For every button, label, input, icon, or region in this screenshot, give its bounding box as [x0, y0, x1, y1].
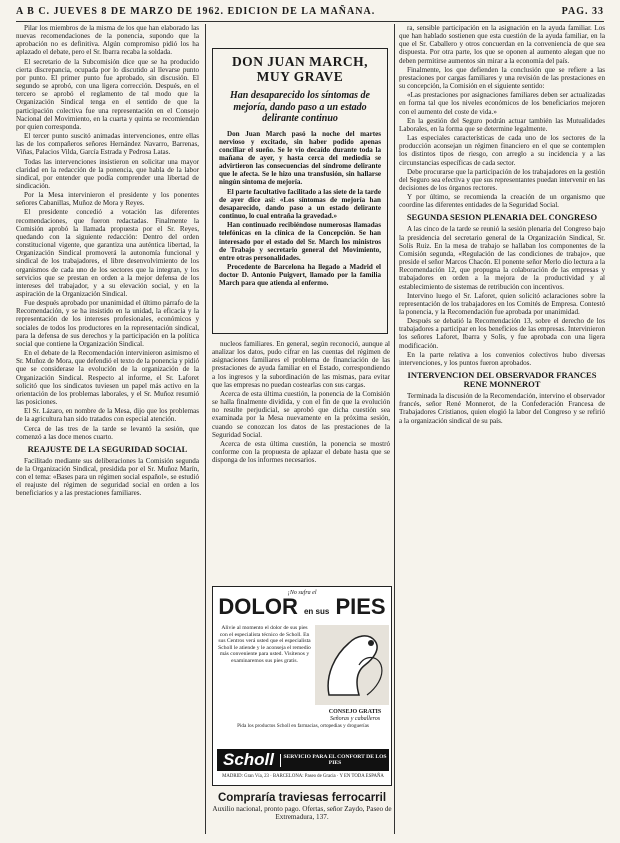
column-3 — [399, 24, 605, 834]
running-header — [16, 6, 604, 22]
paragraph: En la gestión del Seguro podrán actuar también las Mutualidades Laborales, en la forma que se determine legalmente. — [399, 116, 605, 133]
march-headline: DON JUAN MARCH, MUY GRAVE — [231, 54, 369, 84]
ad-small-text: Pida los productos Scholl en farmacias, ortopedias y droguerías — [237, 723, 369, 729]
paragraph: Cerca de las tres de la tarde se levantó la sesión, que comenzó a las doce menos cuarto. — [16, 424, 199, 441]
paragraph: Procedente de Barcelona ha llegado a Madrid el doctor D. Antonio Puigvert, llamado por la familia March para que atienda al enfermo. — [219, 263, 381, 288]
section-subhead: REAJUSTE DE LA SEGURIDAD SOCIAL — [27, 443, 188, 454]
ad-address: MADRID: Gran Vía, 23 · BARCELONA: Paseo de Gracia · Y EN TODA ESPAÑA — [222, 774, 384, 779]
paragraph: Acerca de esta última cuestión, la ponencia se mostró conforme con la propuesta de aplazar el debate hasta que se disponga de los informes necesarios. — [212, 439, 390, 465]
foot-illustration-icon — [315, 625, 389, 705]
paragraph: En la parte relativa a los convenios colectivos hubo diversas intervenciones, y los puntos fueron aprobados. — [399, 350, 605, 367]
paragraph: Pilar los miembros de la misma de los que han elaborado las nuevas recomendaciones de la ponencia, supondo que la aprobación no es definitiva. Algún compromiso pidió los ha aplazado el debate, pero el Sr. Ibarra recaba la soldada. — [16, 24, 199, 57]
running-header-left: A B C. JUEVES 8 DE MARZO DE 1962. EDICION DE LA MAÑANA. — [16, 6, 376, 17]
classified-headline: Compraría traviesas ferrocarril — [217, 792, 387, 804]
paragraph: ra, sensible participación en la asignación en la ayuda familiar. Los que han hablado sostienen que esta cuestión de la ayuda familiar, en la que el Sr. Caballero y otros concuerdan en la conveniencia de que sea dispuesta. Por otra parte, los que se oponen al aumento alegan que no deben permitirse aumentos sin mirar a la economía del país. — [399, 24, 605, 65]
paragraph: Las especiales características de cada uno de los sectores de la producción aconsejan un régimen financiero en el que se contemplen los distintos tipos de riesgo, con arreglo a su incidencia y a las circunstancias específicas de cada sector. — [399, 134, 605, 167]
classified-body: Auxilio nacional, pronto pago. Ofertas, señor Zaydo, Paseo de Extremadura, 137. — [212, 805, 392, 822]
paragraph: El Sr. Lázaro, en nombre de la Mesa, dijo que los problemas de la agricultura han sido tratados con especial atención. — [16, 407, 199, 424]
column-1 — [16, 24, 199, 834]
paragraph: Terminada la discusión de la Recomendación, intervino el observador francés, señor René Monnerot, de la Confederación Francesa de Trabajadores Cristianos, quien elogió la labor del Congreso y se refirió a la organización sindical de su país. — [399, 392, 605, 425]
scholl-logo-band — [217, 749, 389, 771]
ad-body-text: Alivie al momento el dolor de sus pies con el especialista técnico de Scholl. En sus Centros verá usted que el especialista Scholl le atiende y le aconseja el remedio más conveniente para usted. Visítenos y examinaremos sus pies gratis. — [218, 625, 311, 664]
paragraph: El presidente concedió a votación las diferentes recomendaciones, que fueron redactadas. Finalmente la Comisión aprobó la llamada propuesta por el Sr. Reyes, quedando con la siguiente redacción: Dentro del orden constitucional vigente, que garantiza una auténtica libertad, la Organización Sindical promoverá la autonomía funcional y sindical de los trabajadores, el libre desenvolvimiento de los organismos de cada uno de los sectores que la integran, y los servicios que se prestan en orden a la mejor defensa de los intereses del trabajador, y a su elevación social, y en la aspiración de la Organización Sindical. — [16, 208, 199, 298]
paragraph: Intervino luego el Sr. Laforet, quien solicitó aclaraciones sobre la representación de los trabajadores en los Comités de Empresa. Contestó la ponencia, y la Recomendación fue aprobada por unanimidad. — [399, 291, 605, 316]
march-body — [219, 130, 381, 288]
march-news-box — [212, 48, 388, 334]
ad-headline — [213, 596, 391, 623]
paragraph: Fue después aprobado por unanimidad el último párrafo de la Recomendación, y se ha insistido en la unidad, la eficacia y la representación de los intereses profesionales, económicos y sociales de todos los productores en la representación sindical, para la defensa de sus derechos y la participación en la política social que contiene la Organización Sindical. — [16, 299, 199, 348]
paragraph: Todas las intervenciones insistieron en solicitar una mayor claridad en la redacción de la ponencia, que habla de la labor sindical, por entender que podía comprender una libertad de sindicación. — [16, 157, 199, 190]
scholl-brand: Scholl — [223, 750, 275, 769]
paragraph: Finalmente, los que defienden la conclusión que se refiere a las prestaciones por cargas familiares y una revisión de las prestaciones en su concepción, la Comisión en el siguiente sentido: — [399, 65, 605, 91]
paragraph: El secretario de la Subcomisión dice que se ha producido cierta discrepancia, ocupada por lo discutido al llevarse punto por punto. El primer punto fue aprobado, sin discusión. El segundo se aprobó, con una ligera corrección. Después, en el tercero se aprobó el reglamento de tal modo que la Organización Sindical tenga en el sentido de que la participación colectiva fue una representación en el Consejo Nacional del Movimiento, en la cuarta y quinta se recomiendan por quien corresponda. — [16, 57, 199, 131]
paragraph: Han continuado recibiéndose numerosas llamadas telefónicas en la clínica de la Concepción. Se han interesado por el estado del Sr. March los ministros de Trabajo y secretario general del Movimiento, entre otras personalidades. — [219, 221, 381, 262]
paragraph: «Las prestaciones por asignaciones familiares deben ser actualizadas en forma tal que los niveles económicos de los beneficiarios mejoren con el aumento del coste de vida.» — [399, 91, 605, 116]
column-2 — [212, 340, 390, 570]
ad-headline-word: DOLOR — [218, 594, 298, 619]
paragraph: Acerca de esta última cuestión, la ponencia de la Comisión se halla finalmente dividida, y con el fin de que la evolución no resulte perjudicial, se aprobó que dicha cuestión sea examinada por la Mesa nuevamente en la próxima sesión, cuando se conozcan los datos de las prestaciones de la Seguridad Social. — [212, 389, 390, 439]
scholl-advertisement — [212, 586, 392, 786]
classified-ad — [212, 792, 392, 822]
column-divider — [394, 24, 395, 834]
paragraph: En el debate de la Recomendación intervinieron asimismo el Sr. Muñoz de Mora, que defendió el texto de la ponencia y pidió que se considerase la evolución de la organización de la Organización Sindical. Respecto al informe, el Sr. Laforet solicitó que los sindicatos tuviesen un papel más activo en la orientación de los problemas laborales, y el Sr. Muñoz resumió las posiciones. — [16, 349, 199, 407]
paragraph: Don Juan March pasó la noche del martes nervioso y excitado, sin haber podido apenas conciliar el sueño. Se le vio decaído durante toda la mañana de ayer, y hasta cerca del mediodía se advirtieron las consecuencias del síndrome delirante que le afecta. Se le hizo una transfusión, sin hallarse ningún síntoma de mejoría. — [219, 129, 381, 187]
column-divider — [205, 24, 206, 834]
paragraph: Después se debatió la Recomendación 13, sobre el derecho de los trabajadores a participar en los beneficios de las empresas. Intervinieron los señores Laforet, Ibarra y Solís, y fue aprobada con una ligera modificación. — [399, 317, 605, 350]
ad-tagline: ¡No sufra el — [287, 590, 317, 596]
ad-headline-connector: en sus — [303, 607, 330, 616]
paragraph: Debe procurarse que la participación de los trabajadores en la gestión del Seguro sea efectiva y que sus representantes puedan intervenir en las decisiones de los órganos rectores. — [399, 167, 605, 192]
paragraph: El parte facultativo facilitado a las siete de la tarde de ayer dice así: «Los síntomas de mejoría han desaparecido, dando paso a un estado delirante continuo, lo cual entraña la gravedad.» — [219, 187, 381, 221]
section-subhead: INTERVENCION DEL OBSERVADOR FRANCES RENE MONNEROT — [407, 370, 597, 390]
paragraph: Y por último, se recomienda la creación de un organismo que coordine las diferentes entidades de la Seguridad Social. — [399, 193, 605, 210]
paragraph: nucleos familiares. En general, según reconoció, aunque al analizar los datos, pudo cifrar en las cuentas del régimen de asignaciones familiares el problema de financiación de las prestaciones de ayuda familiar en el Estado, correspondiendo a los ingresos y la subordinación de las mismas, para evitar que las empresas no puedan costearlas con sus cargas. — [212, 340, 390, 389]
consejo-label: CONSEJO GRATIS — [328, 709, 382, 715]
consejo-sub: Señoras y caballeros — [329, 716, 381, 722]
ad-headline-word: PIES — [335, 594, 386, 619]
paragraph: El tercer punto suscitó animadas intervenciones, entre ellas las de los compañeros señores Hernández Navarro, Barrenas, Viñas, Palacios Vilda, García Estrada y Pedrosa Latas. — [16, 132, 199, 157]
march-subheadline: Han desaparecido los síntomas de mejoría, dando paso a un estado delirante continuo — [229, 90, 370, 124]
scholl-tagline: SERVICIO PARA EL CONFORT DE LOS PIES — [280, 754, 389, 767]
section-subhead: SEGUNDA SESION PLENARIA DEL CONGRESO — [406, 212, 598, 223]
paragraph: Facilitado mediante sus deliberaciones la Comisión segunda de la Organización Sindical, presidida por el Sr. Muñoz Marín, con el tema: «Bases para un régimen social español», se estudió el reajuste del régimen de seguridad social en orden a los beneficiarios y a las prestaciones familiares. — [16, 456, 199, 498]
ad-consejo — [325, 709, 385, 723]
page-number: PAG. 33 — [561, 6, 604, 17]
paragraph: A las cinco de la tarde se reunió la sesión plenaria del Congreso bajo la presidencia del secretario general de la Organización Sindical, Sr. Solís Ruiz. En la mesa de trabajo se hallaban los componentes de la Comisión segunda, «Regulación de las condiciones de trabajo», que preside el señor Marcos Chacón. El ponente señor Merlo dio lectura a la Recomendación 12, que propugna la colaboración de las empresas y trabajadores en orden a la mejora de la productividad y al establecimiento de sistemas de retribución con incentivos. — [399, 225, 605, 291]
paragraph: Por la Mesa intervinieron el presidente y los ponentes señores Cabanillas, Muñoz de Mora y Reyes. — [16, 191, 199, 208]
